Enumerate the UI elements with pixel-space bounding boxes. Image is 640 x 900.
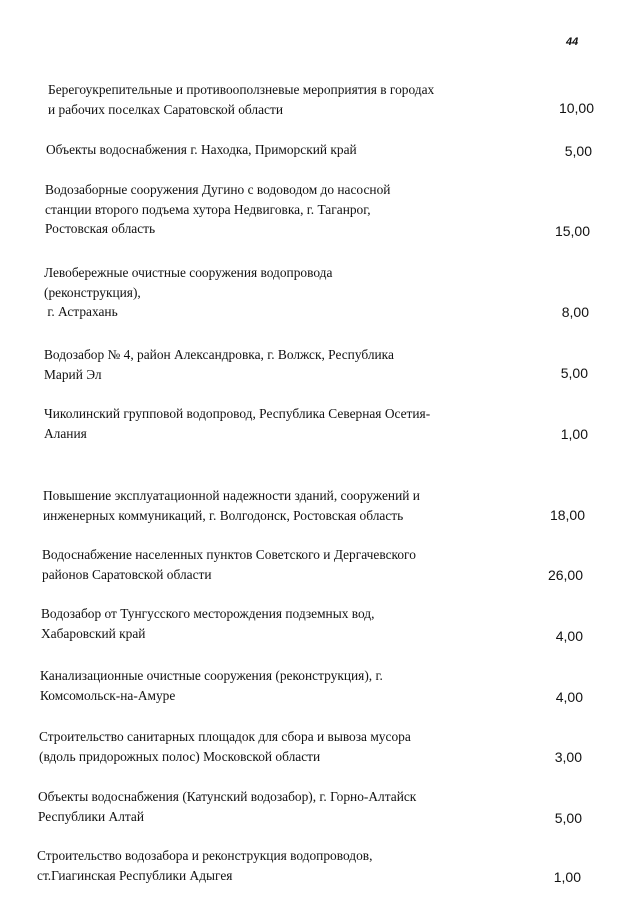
entry-description <box>40 666 490 705</box>
entry-amount: 15,00 <box>554 223 590 239</box>
entry-description-line: Объекты водоснабжения (Катунский водозабор), г. Горно-Алтайск <box>38 789 417 804</box>
entry-amount: 5,00 <box>560 365 588 381</box>
entry-description-line: районов Саратовской области <box>42 566 212 582</box>
entry-description-line: Объекты водоснабжения г. Находка, Приморский край <box>46 142 357 157</box>
entry-description-line: Хабаровский край <box>41 625 146 641</box>
entry-amount: 3,00 <box>554 749 582 765</box>
entry-amount: 1,00 <box>560 426 588 442</box>
entry-description-line: Левобережные очистные сооружения водопровода <box>44 265 333 280</box>
entry-description-line: Повышение эксплуатационной надежности зданий, сооружений и <box>43 488 420 503</box>
entry-description <box>43 486 493 525</box>
entry-description <box>48 80 498 119</box>
entry-description-line: и рабочих поселках Саратовской области <box>48 101 283 117</box>
entry-description <box>39 727 489 766</box>
entry-description-line: ст.Гиагинская Республики Адыгея <box>37 867 233 883</box>
entry-description-line: Чиколинский групповой водопровод, Республика Северная Осетия- <box>44 406 431 421</box>
entry-description-line: Строительство водозабора и реконструкция водопроводов, <box>37 848 373 863</box>
entry-amount: 18,00 <box>549 507 585 523</box>
entry-description-line: Марий Эл <box>44 366 102 382</box>
entry-amount: 1,00 <box>553 869 581 885</box>
entry-description-line: Республики Алтай <box>38 808 145 824</box>
entry-amount: 8,00 <box>561 304 589 320</box>
entry-description-line: Водозаборные сооружения Дугино с водоводом до насосной <box>45 182 391 197</box>
entry-description-line: (реконструкция), <box>44 284 141 300</box>
entry-description-line: г. Астрахань <box>44 304 118 319</box>
entry-description <box>38 787 488 826</box>
entry-description <box>44 263 494 322</box>
entry-description-line: Алания <box>44 425 87 441</box>
entry-amount: 10,00 <box>558 100 594 116</box>
entry-description-line: станции второго подъема хутора Недвиговка, г. Таганрог, <box>45 201 371 217</box>
entry-description-line: Ростовская область <box>45 221 156 236</box>
entry-description-line: Водозабор № 4, район Александровка, г. Волжск, Республика <box>44 347 394 362</box>
entry-amount: 5,00 <box>564 143 592 159</box>
entry-description-line: Берегоукрепительные и противооползневые мероприятия в городах <box>48 82 435 97</box>
entry-description <box>42 545 492 584</box>
entry-description <box>41 604 491 643</box>
page-number: 44 <box>566 36 579 48</box>
entry-description <box>44 345 494 384</box>
entry-description-line: инженерных коммуникаций, г. Волгодонск, Ростовская область <box>43 507 404 523</box>
entry-description-line: Строительство санитарных площадок для сбора и вывоза мусора <box>39 729 411 744</box>
entry-description-line: Канализационные очистные сооружения (реконструкция), г. <box>40 668 383 683</box>
entry-amount: 4,00 <box>555 628 583 644</box>
entry-description-line: Комсомольск-на-Амуре <box>40 687 176 703</box>
entry-description <box>44 404 494 443</box>
entry-amount: 4,00 <box>555 689 583 705</box>
entry-amount: 5,00 <box>554 810 582 826</box>
entry-amount: 26,00 <box>547 567 583 583</box>
entry-description-line: Водозабор от Тунгусского месторождения подземных вод, <box>41 606 375 621</box>
entry-description-line: (вдоль придорожных полос) Московской области <box>39 748 321 764</box>
entry-description <box>46 140 496 160</box>
entry-description <box>37 846 487 885</box>
entry-description <box>45 180 495 239</box>
entry-description-line: Водоснабжение населенных пунктов Советского и Дергачевского <box>42 547 416 562</box>
